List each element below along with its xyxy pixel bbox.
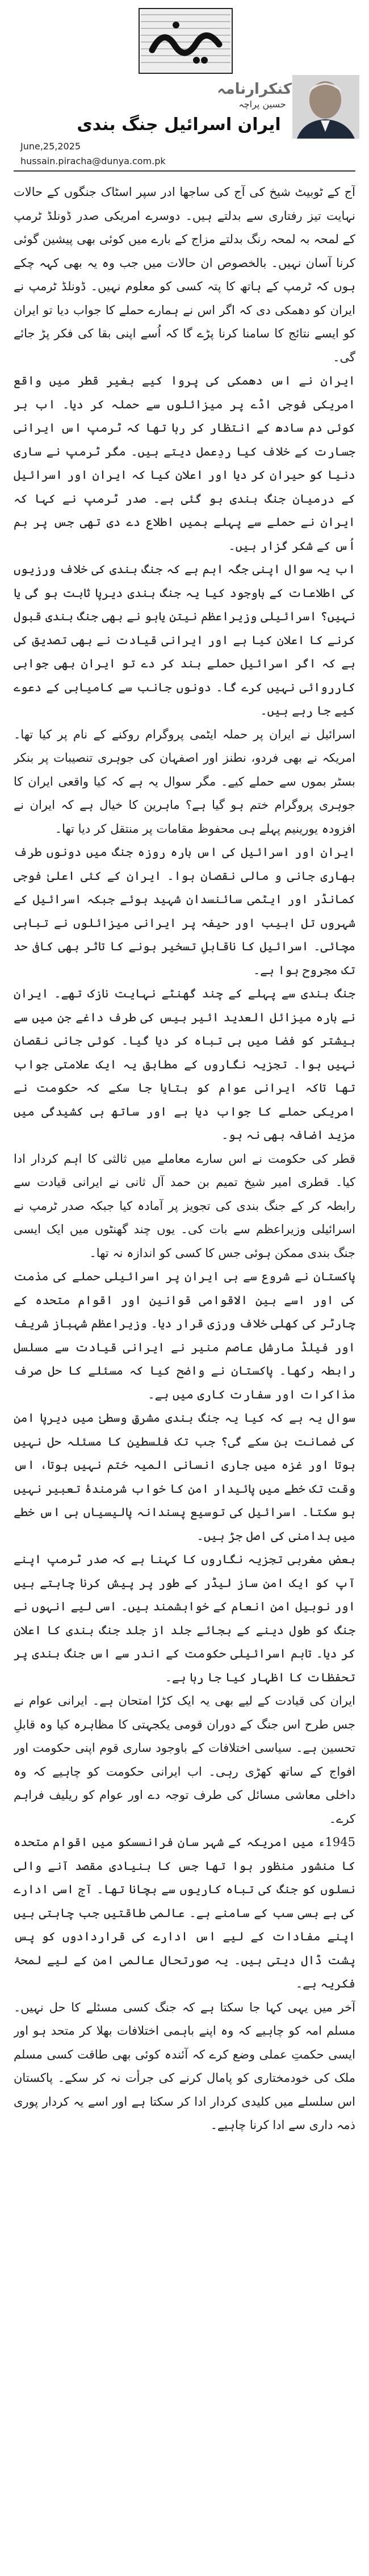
- masthead: [0, 0, 369, 182]
- author-photo: [292, 75, 359, 139]
- header-divider: [14, 170, 355, 172]
- article-paragraph: ایران کی قیادت کے لیے بھی یہ ایک کڑا امتحان ہے۔ ایرانی عوام نے جس طرح اس جنگ کے دوران قومی یکجہتی کا مظاہرہ کیا وہ قابلِ تحسین ہے۔ سیاسی اختلافات کے باوجود ساری قوم اپنی حکومت اور افواج کے ساتھ کھڑی رہی۔ اب ایرانی حکومت کو چاہیے کہ وہ داخلی معاشی مسائل کی طرف توجہ دے اور عوام کو ریلیف فراہم کرے۔: [14, 1694, 355, 1826]
- article-paragraph: آخر میں یہی کہا جا سکتا ہے کہ جنگ کسی مسئلے کا حل نہیں۔ مسلم امہ کو چاہیے کہ وہ اپنے باہمی اختلافات بھلا کر متحد ہو اور ایسی حکمتِ عملی وضع کرے کہ آئندہ کوئی بھی طاقت کسی مسلم ملک کی خودمختاری کو پامال کرنے کی جرأت نہ کر سکے۔ پاکستان اس سلسلے میں کلیدی کردار ادا کر سکتا ہے اور اسے یہ کردار پوری ذمہ داری سے ادا کرنا چاہیے۔: [14, 2000, 355, 2132]
- author-name: حسین پراچہ: [238, 99, 286, 110]
- article-paragraph: ایران اور اسرائیل کی اس بارہ روزہ جنگ میں دونوں طرف بھاری جانی و مالی نقصان ہوا۔ ایران کے کئی اعلیٰ فوجی کمانڈر اور ایٹمی سائنسدان شہید ہوئے جبکہ اسرائیل کے شہروں تل ابیب اور حیفہ پر ایرانی میزائلوں نے تباہی مچائی۔ اسرائیل کا ناقابلِ تسخیر ہونے کا تاثر بھی کافی حد تک مجروح ہوا ہے۔: [14, 845, 355, 977]
- author-email: hussain.piracha@dunya.com.pk: [20, 156, 166, 166]
- article-paragraph: اسرائیل نے ایران پر حملہ ایٹمی پروگرام روکنے کے نام پر کیا تھا۔ امریکہ نے بھی فردو، نطنز اور اصفہان کی جوہری تنصیبات پر بنکر بسٹر بموں سے حملے کیے۔ مگر سوال یہ ہے کہ کیا واقعی ایران کا جوہری پروگرام ختم ہو گیا ہے؟ ماہرین کا خیال ہے کہ ایران نے افزودہ یورینیم پہلے ہی محفوظ مقامات پر منتقل کر دیا تھا۔: [14, 727, 355, 836]
- article-paragraph: جنگ بندی سے پہلے کے چند گھنٹے نہایت نازک تھے۔ ایران نے بارہ میزائل العدید ائیر بیس کی طرف داغے جن میں سے بیشتر کو فضا میں ہی تباہ کر دیا گیا۔ کوئی جانی نقصان نہیں ہوا۔ تجزیہ نگاروں کے مطابق یہ ایک علامتی جواب تھا تاکہ ایرانی عوام کو بتایا جا سکے کہ حکومت نے امریکی حملے کا جواب دیا ہے اور ساتھ ہی کشیدگی میں مزید اضافہ بھی نہ ہو۔: [14, 987, 355, 1142]
- article-paragraph: بعض مغربی تجزیہ نگاروں کا کہنا ہے کہ صدر ٹرمپ اپنے آپ کو ایک امن ساز لیڈر کے طور پر پیش کرنا چاہتے ہیں اور نوبیل امن انعام کے خواہشمند ہیں۔ اسی لیے انہوں نے جنگ کو طول دینے کے بجائے جلد از جلد جنگ بندی کا اعلان کر دیا۔ تاہم اسرائیلی حکومت کے اندر سے اس جنگ بندی پر تحفظات کا اظہار کیا جا رہا ہے۔: [14, 1552, 355, 1684]
- article-paragraph: ایران نے اس دھمکی کی پروا کیے بغیر قطر میں واقع امریکی فوجی اڈے پر میزائلوں سے حملہ کر دیا۔ اب ہر کوئی دم سادھ کے انتظار کر رہا تھا کہ ٹرمپ اس ایرانی جسارت کے خلاف کیا ردِعمل دیتے ہیں۔ مگر ٹرمپ نے ساری دنیا کو حیران کر دیا اور اعلان کیا کہ ایران اور اسرائیل کے درمیان جنگ بندی ہو گئی ہے۔ صدر ٹرمپ نے کہا کہ ایران نے حملے سے پہلے ہمیں اطلاع دے دی تھی جس پر ہم اُس کے شکر گزار ہیں۔: [14, 374, 355, 553]
- article-paragraph: قطر کی حکومت نے اس سارے معاملے میں ثالثی کا اہم کردار ادا کیا۔ قطری امیر شیخ تمیم بن حمد آل ثانی نے ایرانی قیادت سے رابطہ کر کے جنگ بندی کی تجویز پر آمادہ کیا جبکہ صدر ٹرمپ نے اسرائیلی وزیراعظم سے بات کی۔ یوں چند گھنٹوں میں ایک ایسی جنگ بندی ممکن ہوئی جس کا کسی کو اندازہ نہ تھا۔: [14, 1151, 355, 1260]
- column-heading: [217, 80, 292, 110]
- article-body: [14, 181, 355, 2566]
- article-date: June,25,2025: [20, 141, 81, 152]
- article-paragraph: پاکستان نے شروع سے ہی ایران پر اسرائیلی حملے کی مذمت کی اور اسے بین الاقوامی قوانین اور اقوام متحدہ کے چارٹر کی کھلی خلاف ورزی قرار دیا۔ وزیراعظم شہباز شریف اور فیلڈ مارشل عاصم منیر نے ایرانی قیادت سے مسلسل رابطہ رکھا۔ پاکستان نے واضح کیا کہ مسئلے کا حل صرف مذاکرات اور سفارت کاری میں ہے۔: [14, 1270, 355, 1401]
- article-paragraph: 1945ء میں امریکہ کے شہر سان فرانسسکو میں اقوام متحدہ کا منشور منظور ہوا تھا جس کا بنیادی مقصد آنے والی نسلوں کو جنگ کی تباہ کاریوں سے بچانا تھا۔ آج اسی ادارے کی بے بسی سب کے سامنے ہے۔ عالمی طاقتیں جب چاہتی ہیں اپنے مفادات کے لیے اس ادارے کی قراردادوں کو پس پشت ڈال دیتی ہیں۔ یہ صورتحال عالمی امن کے لیے لمحۂ فکریہ ہے۔: [14, 1835, 355, 1990]
- column-name: کنکرارنامہ: [217, 81, 292, 98]
- newspaper-logo: [139, 8, 233, 74]
- article-paragraph: سوال یہ ہے کہ کیا یہ جنگ بندی مشرقِ وسطیٰ میں دیرپا امن کی ضمانت بن سکے گی؟ جب تک فلسطین کا مسئلہ حل نہیں ہوتا اور غزہ میں جاری انسانی المیہ ختم نہیں ہوتا، اس وقت تک خطے میں پائیدار امن کا خواب شرمندۂ تعبیر نہیں ہو سکتا۔ اسرائیل کی توسیع پسندانہ پالیسیاں ہی اس خطے میں بدامنی کی اصل جڑ ہیں۔: [14, 1411, 355, 1543]
- article-title: ایران اسرائیل جنگ بندی: [77, 115, 281, 135]
- article-paragraph: آج کے ٹوبیٹ شیخ کی آج کی ساجھا ادر سپر اسٹاک جنگوں کے حالات نہایت تیز رفتاری سے بدلتے ہیں۔ دوسرے امریکی صدر ڈونلڈ ٹرمپ کے لمحہ بہ لمحہ رنگ بدلتے مزاج کے بارے میں کوئی بھی پیشین گوئی کرنا آسان نہیں۔ بالخصوص ان حالات میں جب وہ یہ بھی کہہ چکے ہوں کہ ٹرمپ کے ہاتھ کا پتہ کسی کو معلوم نہیں۔ ڈونلڈ ٹرمپ نے ایران کو دھمکی دی کہ اگر اس نے ہمارے حملے کا جواب دیا تو ایران کو ایسے نتائج کا سامنا کرنا پڑے گا کہ اُسے اپنی بقا کی فکر پڑ جائے گی۔: [14, 185, 355, 364]
- article-paragraph: اب یہ سوال اپنی جگہ اہم ہے کہ جنگ بندی کی خلاف ورزیوں کی اطلاعات کے باوجود کیا یہ جنگ بندی دیرپا ثابت ہو گی یا نہیں؟ اسرائیلی وزیراعظم نیتن یاہو نے بھی جنگ بندی قبول کرنے کا اعلان کیا ہے اور ایرانی قیادت نے بھی تصدیق کی ہے کہ اگر اسرائیل حملے بند کر دے تو ایران بھی جوابی کارروائی نہیں کرے گا۔ دونوں جانب سے کامیابی کے دعوے کیے جا رہے ہیں۔: [14, 562, 355, 717]
